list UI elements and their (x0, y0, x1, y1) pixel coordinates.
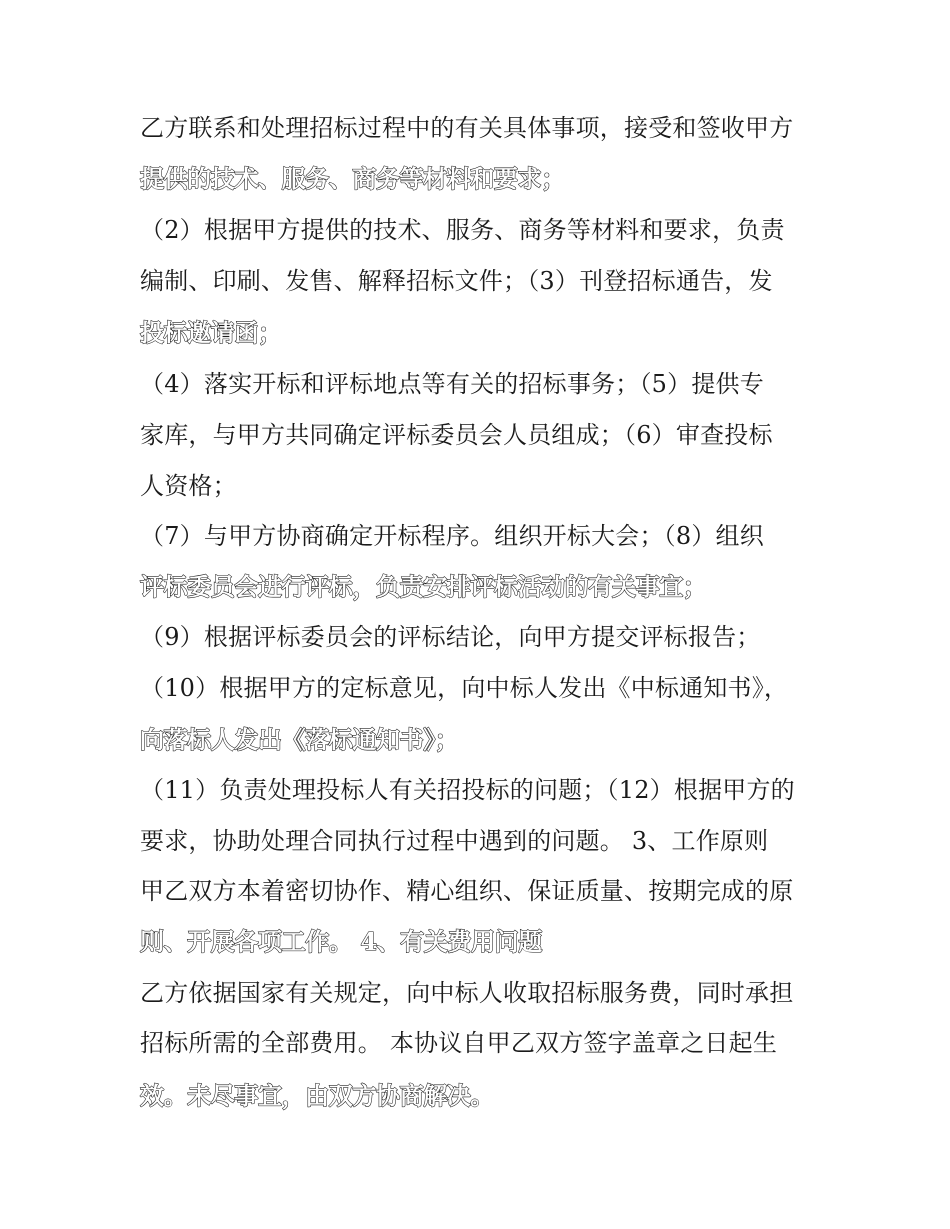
text-line-20: 效。未尽事宜，由双方协商解决。 (140, 1081, 494, 1110)
text-line-12: （10）根据甲方的定标意见，向中标人发出《中标通知书》， (140, 674, 789, 702)
text-line-9: （7）与甲方协商确定开标程序。组织开标大会；（8）组织 (140, 522, 764, 550)
text-line-19: 招标所需的全部费用。 本协议自甲乙双方签字盖章之日起生 (140, 1029, 778, 1057)
text-line-17: 则、开展各项工作。 4、有关费用问题 (140, 927, 542, 956)
text-line-4: 编制、印刷、发售、解释招标文件；（3）刊登招标通告，发 (140, 267, 773, 295)
text-line-15: 要求，协助处理合同执行过程中遇到的问题。 3、工作原则 (140, 827, 769, 855)
text-line-18: 乙方依据国家有关规定，向中标人收取招标服务费，同时承担 (140, 979, 794, 1007)
text-line-3: （2）根据甲方提供的技术、服务、商务等材料和要求，负责 (140, 216, 785, 244)
text-line-13: 向落标人发出《落标通知书》； (140, 725, 459, 754)
text-line-6: （4）落实开标和评标地点等有关的招标事务；（5）提供专 (140, 370, 764, 398)
text-line-5: 投标邀请函； (140, 318, 282, 347)
text-line-1: 乙方联系和处理招标过程中的有关具体事项，接受和签收甲方 (140, 114, 794, 142)
text-line-10: 评标委员会进行评标，负责安排评标活动的有关事宜； (140, 572, 707, 601)
text-line-2: 提供的技术、服务、商务等材料和要求； (140, 164, 565, 193)
text-line-7: 家库，与甲方共同确定评标委员会人员组成；（6）审查投标 (140, 421, 773, 449)
text-line-16: 甲乙双方本着密切协作、精心组织、保证质量、按期完成的原 (140, 877, 794, 905)
text-line-8: 人资格； (140, 472, 237, 500)
text-line-11: （9）根据评标委员会的评标结论，向甲方提交评标报告； (140, 623, 761, 651)
text-line-14: （11）负责处理投标人有关招投标的问题；（12）根据甲方的 (140, 776, 795, 804)
